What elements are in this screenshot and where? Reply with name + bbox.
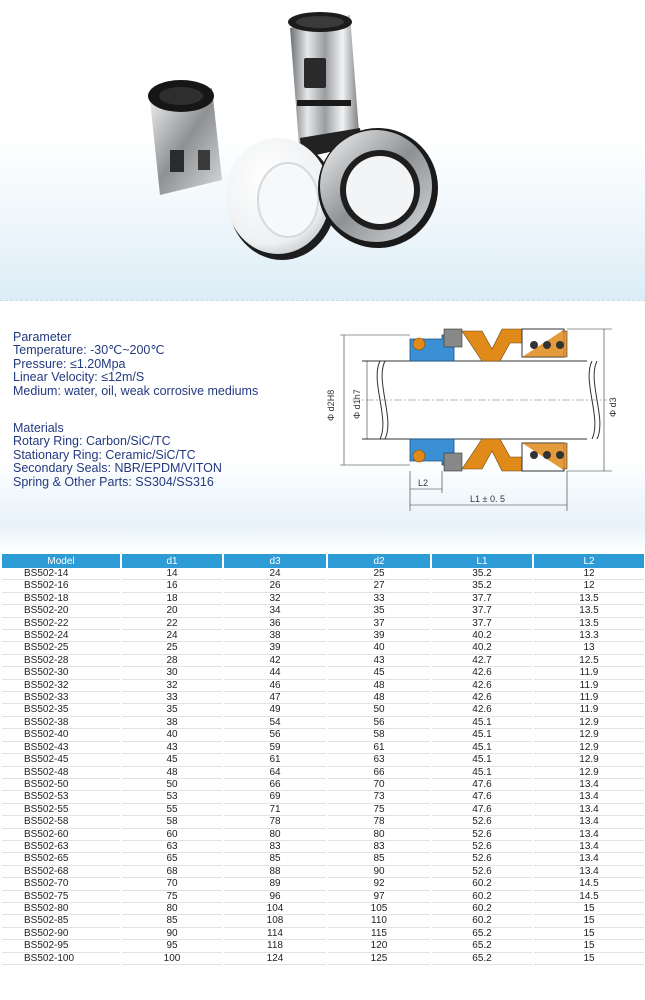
seal-assembly-short <box>148 80 222 195</box>
table-cell-l2: 13.4 <box>534 830 644 841</box>
table-cell-l2: 14.5 <box>534 892 644 903</box>
table-cell-model: BS502-22 <box>2 619 120 630</box>
table-cell-l1: 35.2 <box>432 569 532 580</box>
table-cell-l2: 11.9 <box>534 681 644 692</box>
table-cell-d2: 63 <box>328 755 430 766</box>
table-cell-d1: 43 <box>122 743 222 754</box>
table-cell-d1: 20 <box>122 606 222 617</box>
table-cell-d3: 69 <box>224 792 326 803</box>
table-cell-l2: 11.9 <box>534 668 644 679</box>
temperature-text: Temperature: -30℃~200℃ <box>13 343 165 358</box>
table-cell-l1: 42.6 <box>432 693 532 704</box>
table-row <box>2 594 644 605</box>
table-row <box>2 718 644 729</box>
table-row <box>2 693 644 704</box>
table-cell-l1: 65.2 <box>432 941 532 952</box>
table-cell-l2: 12 <box>534 581 644 592</box>
table-cell-model: BS502-43 <box>2 743 120 754</box>
table-cell-l2: 15 <box>534 929 644 940</box>
table-cell-l2: 13.4 <box>534 854 644 865</box>
table-cell-l1: 45.1 <box>432 743 532 754</box>
table-cell-model: BS502-32 <box>2 681 120 692</box>
table-row <box>2 681 644 692</box>
table-cell-d3: 56 <box>224 730 326 741</box>
pressure-text: Pressure: ≤1.20Mpa <box>13 356 126 371</box>
table-cell-d1: 80 <box>122 904 222 915</box>
table-row <box>2 631 644 642</box>
table-cell-l1: 65.2 <box>432 954 532 965</box>
table-cell-d2: 110 <box>328 916 430 927</box>
table-cell-l2: 12.5 <box>534 656 644 667</box>
table-row <box>2 867 644 878</box>
table-row <box>2 792 644 803</box>
table-row <box>2 768 644 779</box>
table-row <box>2 904 644 915</box>
column-header-model: Model <box>2 554 120 568</box>
table-cell-d2: 97 <box>328 892 430 903</box>
table-cell-l1: 40.2 <box>432 643 532 654</box>
table-cell-d2: 58 <box>328 730 430 741</box>
table-row <box>2 954 644 965</box>
table-row <box>2 668 644 679</box>
table-cell-l2: 14.5 <box>534 879 644 890</box>
table-cell-d2: 75 <box>328 805 430 816</box>
table-cell-d1: 45 <box>122 755 222 766</box>
table-cell-d3: 71 <box>224 805 326 816</box>
table-cell-d1: 70 <box>122 879 222 890</box>
table-cell-l1: 35.2 <box>432 581 532 592</box>
table-cell-d1: 22 <box>122 619 222 630</box>
table-cell-d1: 75 <box>122 892 222 903</box>
velocity-text: Linear Velocity: ≤12m/S <box>13 370 145 385</box>
materials-heading: Materials <box>13 421 64 435</box>
table-cell-model: BS502-38 <box>2 718 120 729</box>
table-cell-d2: 45 <box>328 668 430 679</box>
table-cell-l2: 13.4 <box>534 867 644 878</box>
table-cell-d2: 25 <box>328 569 430 580</box>
table-body <box>2 569 644 965</box>
table-cell-l2: 12.9 <box>534 743 644 754</box>
table-cell-model: BS502-33 <box>2 693 120 704</box>
table-row <box>2 817 644 828</box>
product-photo <box>0 0 645 300</box>
table-cell-d1: 65 <box>122 854 222 865</box>
table-cell-d2: 33 <box>328 594 430 605</box>
table-cell-d3: 26 <box>224 581 326 592</box>
table-cell-l1: 60.2 <box>432 916 532 927</box>
upper-seal-section <box>410 329 567 361</box>
table-cell-l2: 11.9 <box>534 705 644 716</box>
column-header-d3: d3 <box>224 554 326 568</box>
table-cell-d3: 66 <box>224 780 326 791</box>
table-cell-d3: 44 <box>224 668 326 679</box>
table-cell-model: BS502-20 <box>2 606 120 617</box>
table-cell-d3: 32 <box>224 594 326 605</box>
table-cell-d2: 83 <box>328 842 430 853</box>
table-cell-l2: 15 <box>534 916 644 927</box>
table-cell-l1: 60.2 <box>432 904 532 915</box>
table-row <box>2 805 644 816</box>
table-cell-l2: 15 <box>534 954 644 965</box>
table-cell-l1: 52.6 <box>432 867 532 878</box>
table-cell-l1: 45.1 <box>432 768 532 779</box>
table-cell-d3: 61 <box>224 755 326 766</box>
table-cell-d2: 115 <box>328 929 430 940</box>
table-cell-d2: 37 <box>328 619 430 630</box>
table-cell-d2: 66 <box>328 768 430 779</box>
table-cell-l2: 13.4 <box>534 817 644 828</box>
table-cell-model: BS502-70 <box>2 879 120 890</box>
table-cell-d1: 25 <box>122 643 222 654</box>
table-cell-l1: 37.7 <box>432 606 532 617</box>
table-row <box>2 780 644 791</box>
specification-panel <box>0 300 645 526</box>
table-cell-model: BS502-85 <box>2 916 120 927</box>
table-row <box>2 743 644 754</box>
table-cell-d2: 92 <box>328 879 430 890</box>
table-cell-model: BS502-68 <box>2 867 120 878</box>
table-cell-d2: 39 <box>328 631 430 642</box>
table-cell-model: BS502-100 <box>2 954 120 965</box>
column-header-l1: L1 <box>432 554 532 568</box>
seal-cross-section-diagram <box>322 321 622 516</box>
table-cell-l2: 15 <box>534 941 644 952</box>
table-cell-d2: 70 <box>328 780 430 791</box>
table-cell-d2: 61 <box>328 743 430 754</box>
table-cell-d2: 125 <box>328 954 430 965</box>
table-cell-model: BS502-60 <box>2 830 120 841</box>
table-cell-d3: 38 <box>224 631 326 642</box>
stationary-ring-text: Stationary Ring: Ceramic/SiC/TC <box>13 447 196 462</box>
table-cell-d2: 50 <box>328 705 430 716</box>
table-cell-d3: 118 <box>224 941 326 952</box>
table-cell-model: BS502-55 <box>2 805 120 816</box>
table-cell-d2: 35 <box>328 606 430 617</box>
table-cell-l2: 13.4 <box>534 805 644 816</box>
table-cell-d1: 68 <box>122 867 222 878</box>
table-cell-l2: 12.9 <box>534 730 644 741</box>
table-cell-l1: 65.2 <box>432 929 532 940</box>
table-cell-l1: 42.6 <box>432 681 532 692</box>
table-cell-model: BS502-18 <box>2 594 120 605</box>
table-cell-d3: 24 <box>224 569 326 580</box>
table-cell-l2: 13.4 <box>534 842 644 853</box>
table-cell-l1: 60.2 <box>432 879 532 890</box>
table-cell-d3: 54 <box>224 718 326 729</box>
table-cell-d3: 80 <box>224 830 326 841</box>
table-cell-l1: 52.6 <box>432 830 532 841</box>
table-row <box>2 879 644 890</box>
table-cell-d2: 27 <box>328 581 430 592</box>
table-cell-d1: 53 <box>122 792 222 803</box>
table-row <box>2 892 644 903</box>
table-cell-model: BS502-24 <box>2 631 120 642</box>
table-cell-d3: 36 <box>224 619 326 630</box>
table-cell-l1: 47.6 <box>432 805 532 816</box>
table-cell-l2: 13 <box>534 643 644 654</box>
table-cell-d2: 90 <box>328 867 430 878</box>
table-cell-l2: 13.5 <box>534 594 644 605</box>
table-cell-d3: 89 <box>224 879 326 890</box>
table-cell-d3: 78 <box>224 817 326 828</box>
table-cell-d1: 100 <box>122 954 222 965</box>
table-cell-d2: 120 <box>328 941 430 952</box>
table-row <box>2 929 644 940</box>
l1-label: L1 ± 0. 5 <box>470 494 505 504</box>
table-cell-l1: 52.6 <box>432 854 532 865</box>
dimensions-table <box>0 553 645 966</box>
lower-seal-section <box>410 439 567 471</box>
table-cell-l1: 45.1 <box>432 755 532 766</box>
table-cell-l2: 13.4 <box>534 780 644 791</box>
stationary-seat <box>318 128 438 248</box>
table-header-row <box>2 554 644 568</box>
table-cell-model: BS502-65 <box>2 854 120 865</box>
table-cell-d1: 63 <box>122 842 222 853</box>
table-cell-l2: 13.5 <box>534 606 644 617</box>
table-cell-model: BS502-80 <box>2 904 120 915</box>
table-cell-d1: 14 <box>122 569 222 580</box>
medium-text: Medium: water, oil, weak corrosive mediums <box>13 383 259 398</box>
table-cell-l1: 52.6 <box>432 817 532 828</box>
table-row <box>2 569 644 580</box>
table-cell-d2: 40 <box>328 643 430 654</box>
table-cell-d3: 34 <box>224 606 326 617</box>
table-row <box>2 916 644 927</box>
table-cell-d1: 85 <box>122 916 222 927</box>
table-cell-d3: 124 <box>224 954 326 965</box>
table-cell-d2: 43 <box>328 656 430 667</box>
secondary-seals-text: Secondary Seals: NBR/EPDM/VITON <box>13 461 222 476</box>
dimension-lines <box>340 329 612 511</box>
table-cell-model: BS502-53 <box>2 792 120 803</box>
table-cell-d3: 96 <box>224 892 326 903</box>
table-cell-d1: 28 <box>122 656 222 667</box>
table-cell-d1: 40 <box>122 730 222 741</box>
table-cell-d3: 104 <box>224 904 326 915</box>
table-cell-model: BS502-63 <box>2 842 120 853</box>
parameter-section <box>13 331 258 398</box>
table-cell-d3: 85 <box>224 854 326 865</box>
table-cell-l2: 12.9 <box>534 768 644 779</box>
table-row <box>2 581 644 592</box>
table-cell-model: BS502-35 <box>2 705 120 716</box>
table-row <box>2 606 644 617</box>
table-row <box>2 619 644 630</box>
table-cell-l2: 13.5 <box>534 619 644 630</box>
table-cell-d3: 47 <box>224 693 326 704</box>
table-cell-model: BS502-30 <box>2 668 120 679</box>
table-row <box>2 656 644 667</box>
table-cell-d3: 49 <box>224 705 326 716</box>
rotary-ring-text: Rotary Ring: Carbon/SiC/TC <box>13 434 171 449</box>
table-cell-d1: 38 <box>122 718 222 729</box>
table-cell-l1: 52.6 <box>432 842 532 853</box>
mechanical-seal-image <box>0 0 645 300</box>
table-cell-d3: 64 <box>224 768 326 779</box>
dimensions-table-container <box>0 553 645 966</box>
table-cell-model: BS502-25 <box>2 643 120 654</box>
d1-label: Φ d1h7 <box>352 389 362 419</box>
table-cell-l2: 12.9 <box>534 718 644 729</box>
section-divider <box>0 525 645 553</box>
table-cell-d1: 35 <box>122 705 222 716</box>
table-cell-model: BS502-28 <box>2 656 120 667</box>
table-cell-d3: 39 <box>224 643 326 654</box>
table-cell-l2: 12.9 <box>534 755 644 766</box>
table-row <box>2 941 644 952</box>
table-cell-d3: 114 <box>224 929 326 940</box>
table-cell-l2: 12 <box>534 569 644 580</box>
table-row <box>2 830 644 841</box>
d2-label: Φ d2H8 <box>326 389 336 421</box>
table-cell-d1: 60 <box>122 830 222 841</box>
table-cell-d1: 24 <box>122 631 222 642</box>
table-cell-d3: 59 <box>224 743 326 754</box>
table-cell-d2: 80 <box>328 830 430 841</box>
table-cell-model: BS502-16 <box>2 581 120 592</box>
spring-parts-text: Spring & Other Parts: SS304/SS316 <box>13 474 214 489</box>
table-cell-d1: 50 <box>122 780 222 791</box>
table-cell-d3: 88 <box>224 867 326 878</box>
table-row <box>2 643 644 654</box>
table-cell-d1: 32 <box>122 681 222 692</box>
table-cell-l1: 45.1 <box>432 718 532 729</box>
column-header-d2: d2 <box>328 554 430 568</box>
table-cell-d1: 16 <box>122 581 222 592</box>
table-cell-l1: 47.6 <box>432 780 532 791</box>
table-cell-d2: 78 <box>328 817 430 828</box>
table-cell-model: BS502-45 <box>2 755 120 766</box>
table-row <box>2 854 644 865</box>
column-header-l2: L2 <box>534 554 644 568</box>
table-row <box>2 705 644 716</box>
table-cell-l1: 47.6 <box>432 792 532 803</box>
column-header-d1: d1 <box>122 554 222 568</box>
table-cell-d2: 56 <box>328 718 430 729</box>
table-cell-d2: 73 <box>328 792 430 803</box>
table-cell-d1: 55 <box>122 805 222 816</box>
table-cell-model: BS502-75 <box>2 892 120 903</box>
table-cell-d1: 58 <box>122 817 222 828</box>
table-cell-l1: 45.1 <box>432 730 532 741</box>
table-row <box>2 730 644 741</box>
table-cell-model: BS502-48 <box>2 768 120 779</box>
table-cell-d1: 48 <box>122 768 222 779</box>
table-cell-d1: 18 <box>122 594 222 605</box>
table-row <box>2 842 644 853</box>
d3-label: Φ d3 <box>608 397 618 417</box>
table-cell-l2: 15 <box>534 904 644 915</box>
table-cell-d3: 46 <box>224 681 326 692</box>
table-cell-d1: 33 <box>122 693 222 704</box>
table-cell-d1: 95 <box>122 941 222 952</box>
table-cell-d2: 48 <box>328 693 430 704</box>
table-cell-d3: 108 <box>224 916 326 927</box>
table-cell-l1: 37.7 <box>432 619 532 630</box>
table-cell-d1: 90 <box>122 929 222 940</box>
table-cell-l2: 11.9 <box>534 693 644 704</box>
table-cell-l1: 37.7 <box>432 594 532 605</box>
table-cell-model: BS502-40 <box>2 730 120 741</box>
table-cell-l2: 13.3 <box>534 631 644 642</box>
table-cell-l1: 60.2 <box>432 892 532 903</box>
table-cell-d3: 83 <box>224 842 326 853</box>
table-cell-l1: 40.2 <box>432 631 532 642</box>
table-cell-l1: 42.7 <box>432 656 532 667</box>
table-cell-d2: 48 <box>328 681 430 692</box>
table-cell-d2: 105 <box>328 904 430 915</box>
table-cell-l1: 42.6 <box>432 705 532 716</box>
table-cell-d1: 30 <box>122 668 222 679</box>
l2-label: L2 <box>418 478 429 488</box>
table-cell-model: BS502-50 <box>2 780 120 791</box>
table-cell-model: BS502-95 <box>2 941 120 952</box>
materials-section <box>13 422 222 489</box>
table-cell-l1: 42.6 <box>432 668 532 679</box>
table-row <box>2 755 644 766</box>
table-cell-l2: 13.4 <box>534 792 644 803</box>
table-cell-d3: 42 <box>224 656 326 667</box>
table-cell-model: BS502-14 <box>2 569 120 580</box>
shaft-drawing <box>352 361 607 439</box>
parameter-heading: Parameter <box>13 330 72 344</box>
table-cell-model: BS502-58 <box>2 817 120 828</box>
table-cell-d2: 85 <box>328 854 430 865</box>
table-cell-model: BS502-90 <box>2 929 120 940</box>
